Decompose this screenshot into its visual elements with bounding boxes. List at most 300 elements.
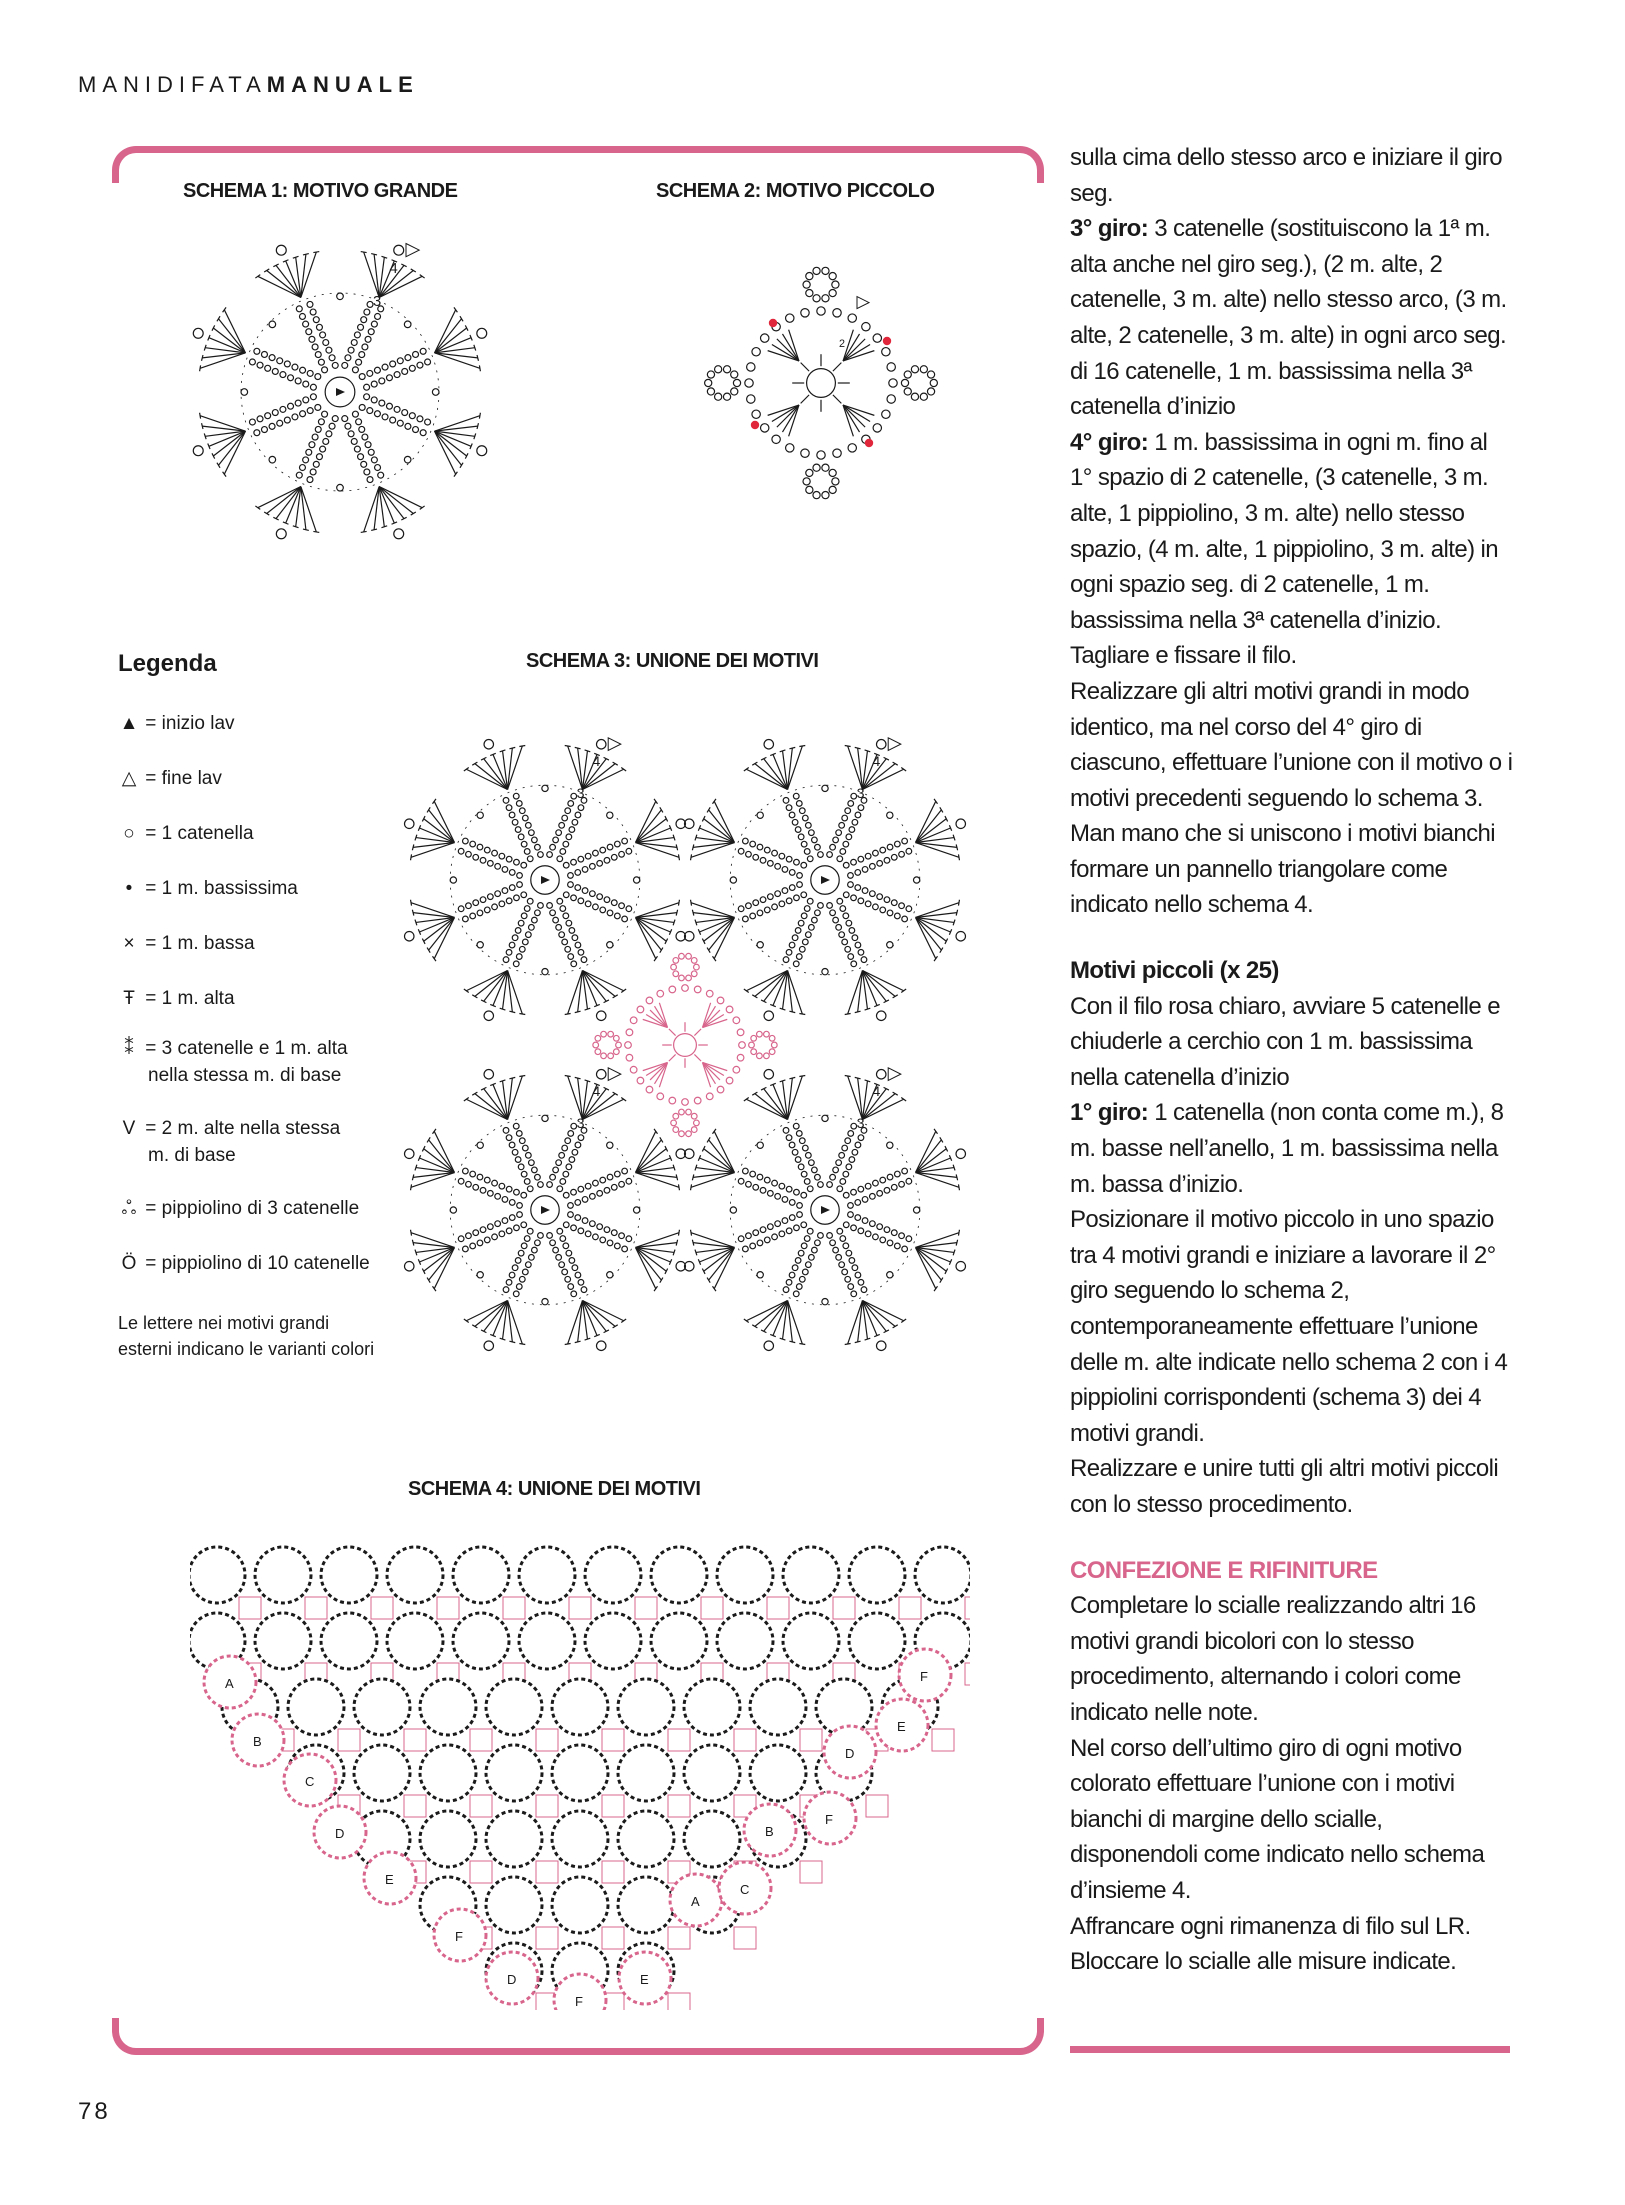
chain-stitch xyxy=(514,895,520,901)
chain-stitch xyxy=(851,1189,857,1195)
chain-stitch xyxy=(563,1222,569,1228)
chain-stitch xyxy=(593,1180,599,1186)
chain-stitch xyxy=(550,1174,556,1180)
chain-stitch xyxy=(522,1269,528,1275)
chain-stitch xyxy=(726,1006,733,1013)
join-dot xyxy=(769,319,777,327)
chain-stitch xyxy=(619,1181,625,1187)
picot xyxy=(764,1341,773,1350)
chain-stitch xyxy=(487,860,493,866)
picot xyxy=(193,328,203,338)
chain-stitch xyxy=(822,1298,828,1304)
chain-stitch xyxy=(855,1272,861,1278)
stitch-bar xyxy=(519,1076,525,1077)
tall-stitch xyxy=(258,276,301,297)
chain-stitch xyxy=(767,860,773,866)
chain-stitch xyxy=(590,1194,596,1200)
join-square xyxy=(833,1597,855,1619)
para: Tagliare e fissare il filo. xyxy=(1070,642,1297,670)
single-stitch xyxy=(669,1054,676,1061)
join-square xyxy=(404,1795,426,1817)
chain-stitch xyxy=(801,1171,807,1177)
chain-stitch xyxy=(902,916,908,922)
chain-stitch xyxy=(518,920,524,926)
motif-white xyxy=(585,1547,641,1603)
para: Nel corso dell’ultimo giro di ogni motivo colorato effettuare l’unione con i motivi bianchi di margine dello scialle, disponendoli come indicato nello schema d’insieme 4. xyxy=(1070,1734,1485,1904)
stitch-bar xyxy=(371,529,377,530)
chain-stitch xyxy=(538,852,544,858)
chain-stitch xyxy=(845,1276,851,1282)
chain-stitch xyxy=(261,351,267,357)
chain-stitch xyxy=(306,329,312,335)
stitch-bar xyxy=(477,355,478,361)
chain-stitch xyxy=(506,1186,512,1192)
motif-white xyxy=(684,1745,740,1801)
tall-stitch xyxy=(714,1247,734,1288)
chain-stitch xyxy=(851,895,857,901)
chain-stitch xyxy=(532,1167,538,1173)
variant-letter: C xyxy=(305,1774,315,1789)
chain-stitch xyxy=(299,313,305,319)
chain-stitch xyxy=(796,1284,802,1290)
chain-stitch xyxy=(858,949,864,955)
chain-stitch xyxy=(837,898,843,904)
chain-stitch xyxy=(726,1077,733,1084)
picot-chain xyxy=(832,281,839,288)
chain-stitch xyxy=(582,867,588,873)
stitch-bar xyxy=(678,1230,679,1236)
chain-stitch xyxy=(506,1135,512,1141)
chain-stitch xyxy=(307,408,313,414)
chain-stitch xyxy=(626,1178,632,1184)
chain-stitch xyxy=(862,1218,868,1224)
chain-stitch xyxy=(799,808,805,814)
scheme1-title: SCHEMA 1: MOTIVO GRANDE xyxy=(183,180,458,202)
chain-stitch xyxy=(747,395,755,403)
chain-stitch xyxy=(581,1287,587,1293)
chain-stitch xyxy=(512,1149,518,1155)
chain-stitch xyxy=(848,314,856,322)
picot-chain xyxy=(691,958,697,964)
chain-stitch xyxy=(522,1145,528,1151)
chain-stitch xyxy=(532,917,538,923)
chain-stitch xyxy=(851,859,857,865)
scheme1-diagram xyxy=(170,222,510,562)
chain-stitch xyxy=(509,1215,515,1221)
chain-stitch xyxy=(509,1272,515,1278)
chain-stitch xyxy=(495,864,501,870)
chain-stitch xyxy=(572,935,578,941)
join-square xyxy=(866,1795,888,1817)
chain-stitch xyxy=(750,913,756,919)
chain-stitch xyxy=(706,990,713,997)
chain-stitch xyxy=(249,359,255,365)
chain-stitch xyxy=(590,864,596,870)
chain-stitch xyxy=(307,477,313,483)
chain-stitch xyxy=(593,850,599,856)
join-square xyxy=(668,1993,690,2010)
chain-stitch xyxy=(354,446,360,452)
chain-stitch xyxy=(761,334,769,342)
chain-stitch xyxy=(315,374,321,380)
picot xyxy=(956,931,965,940)
chain-stitch xyxy=(284,361,290,367)
join-square xyxy=(767,1597,789,1619)
picot-chain xyxy=(694,1120,700,1126)
chain-stitch xyxy=(390,361,396,367)
chain-stitch xyxy=(793,1291,799,1297)
chain-stitch xyxy=(833,1167,839,1173)
chain-stitch xyxy=(884,857,890,863)
chain-stitch xyxy=(746,851,752,857)
tall-stitch xyxy=(714,801,734,842)
chain-stitch xyxy=(568,1284,574,1290)
picot xyxy=(956,819,965,828)
motif-center xyxy=(674,1034,697,1057)
chain-stitch xyxy=(786,898,792,904)
stitch-bar xyxy=(855,747,861,748)
chain-stitch xyxy=(513,1123,519,1129)
chain-stitch xyxy=(597,860,603,866)
chain-stitch xyxy=(846,1250,852,1256)
chain-stitch xyxy=(315,352,321,358)
chain-stitch xyxy=(516,801,522,807)
tall-stitch xyxy=(916,1247,936,1288)
chain-stitch xyxy=(899,851,905,857)
chain-stitch xyxy=(861,1287,867,1293)
chain-stitch xyxy=(833,309,841,317)
motif-white xyxy=(618,1811,674,1867)
chain-stitch xyxy=(502,1218,508,1224)
chain-stitch xyxy=(315,426,321,432)
chain-stitch xyxy=(855,942,861,948)
legend-text: = 3 catenelle e 1 m. alta xyxy=(140,1038,348,1059)
chain-stitch xyxy=(473,1184,479,1190)
chain-stitch xyxy=(597,1224,603,1230)
picot-chain xyxy=(806,486,813,493)
chain-stitch xyxy=(848,882,854,888)
chain-stitch xyxy=(310,384,316,390)
chain-stitch xyxy=(887,1174,893,1180)
chain-stitch xyxy=(569,827,575,833)
chain-stitch xyxy=(789,942,795,948)
picot-chain xyxy=(671,964,677,970)
chain-stitch xyxy=(767,894,773,900)
chain-stitch xyxy=(515,827,521,833)
chain-stitch xyxy=(310,394,316,400)
stitch-bar xyxy=(692,1240,693,1246)
variant-letter: B xyxy=(765,1824,774,1839)
picot-chain xyxy=(757,1053,763,1059)
tall-stitch xyxy=(916,1131,936,1172)
picot xyxy=(477,446,487,456)
chain-stitch xyxy=(865,901,871,907)
picot-chain xyxy=(911,393,918,400)
stitch-bar xyxy=(200,365,201,371)
picot-chain xyxy=(813,267,820,274)
chain-stitch xyxy=(477,844,483,850)
chain-stitch xyxy=(779,1183,785,1189)
chain-stitch xyxy=(303,397,309,403)
chain-stitch xyxy=(694,1097,701,1104)
chain-stitch xyxy=(794,1225,800,1231)
chain-stitch xyxy=(413,351,419,357)
picot xyxy=(405,819,414,828)
round-label: 2 xyxy=(839,338,846,350)
chain-stitch xyxy=(518,1250,524,1256)
chain-stitch xyxy=(880,907,886,913)
chain-stitch xyxy=(578,1135,584,1141)
chain-stitch xyxy=(830,844,836,850)
chain-stitch xyxy=(532,837,538,843)
round-label: 4 xyxy=(592,1084,601,1101)
chain-stitch xyxy=(801,862,807,868)
chain-stitch xyxy=(611,1230,617,1236)
chain-stitch xyxy=(578,898,584,904)
chain-stitch xyxy=(833,449,841,457)
picot-chain xyxy=(601,1053,607,1059)
picot xyxy=(764,1070,773,1079)
chain-stitch xyxy=(514,1225,520,1231)
chain-stitch xyxy=(402,368,408,374)
motif-white xyxy=(552,1745,608,1801)
stitch-bar xyxy=(411,854,412,860)
chain-stitch xyxy=(371,381,377,387)
chain-stitch xyxy=(425,359,431,365)
chain-stitch xyxy=(809,830,815,836)
chain-stitch xyxy=(386,375,392,381)
chain-stitch xyxy=(877,1224,883,1230)
picot-chain xyxy=(806,289,813,296)
chain-stitch xyxy=(254,348,260,354)
chain-stitch xyxy=(657,1093,664,1100)
tall-stitch xyxy=(746,1099,787,1119)
chain-stitch xyxy=(899,1233,905,1239)
chain-stitch xyxy=(560,849,566,855)
chain-stitch xyxy=(323,438,329,444)
chain-stitch xyxy=(757,844,763,850)
chain-stitch xyxy=(563,1243,569,1249)
join-square xyxy=(734,1729,756,1751)
chain-stitch xyxy=(397,358,403,364)
chain-stitch xyxy=(578,805,584,811)
chain-stitch xyxy=(495,891,501,897)
start-marker-icon xyxy=(541,1206,550,1214)
chain-stitch xyxy=(382,364,388,370)
motif-white xyxy=(453,1613,509,1669)
chain-stitch xyxy=(772,1180,778,1186)
picot-chain xyxy=(613,1035,619,1041)
chain-stitch xyxy=(837,856,843,862)
chain-stitch xyxy=(254,430,260,436)
picot-chain xyxy=(771,1042,777,1048)
chain-stitch xyxy=(563,913,569,919)
chain-stitch xyxy=(902,838,908,844)
chain-stitch xyxy=(600,847,606,853)
round-label: 3 xyxy=(856,1115,865,1132)
chain-stitch xyxy=(566,920,572,926)
chain-stitch xyxy=(562,1145,568,1151)
chain-stitch xyxy=(882,348,890,356)
single-stitch xyxy=(833,363,841,371)
motif-white xyxy=(255,1547,311,1603)
chain-stitch xyxy=(538,1233,544,1239)
motif-white xyxy=(618,1877,674,1933)
chain-stitch xyxy=(870,864,876,870)
chain-stitch xyxy=(646,997,653,1004)
chain-stitch xyxy=(743,838,749,844)
chain-stitch xyxy=(852,819,858,825)
chain-stitch xyxy=(757,812,763,818)
chain-stitch xyxy=(307,301,313,307)
chain-stitch xyxy=(657,990,664,997)
picot-chain xyxy=(813,491,820,498)
chain-stitch xyxy=(296,306,302,312)
legend-item xyxy=(118,985,235,1012)
chain-stitch xyxy=(578,856,584,862)
chain-stitch xyxy=(351,340,357,346)
chain-stitch xyxy=(300,367,306,373)
chain-stitch xyxy=(894,1171,900,1177)
chain-stitch xyxy=(849,827,855,833)
picot-chain xyxy=(671,1120,677,1126)
chain-stitch xyxy=(525,932,531,938)
chain-stitch xyxy=(805,1262,811,1268)
chain-stitch xyxy=(789,1142,795,1148)
chain-stitch xyxy=(299,465,305,471)
para: Affrancare ogni rimanenza di filo sul LR. xyxy=(1070,1912,1471,1940)
chain-stitch xyxy=(902,1168,908,1174)
legend-text: m. di base xyxy=(148,1145,236,1166)
motif-white xyxy=(387,1613,443,1669)
chain-stitch xyxy=(499,901,505,907)
tall-stitch xyxy=(224,310,245,353)
chain-stitch xyxy=(506,949,512,955)
tall-stitch xyxy=(862,1099,903,1119)
chain-stitch xyxy=(318,419,324,425)
chain-stitch xyxy=(733,1066,740,1073)
chain-stitch xyxy=(607,942,613,948)
stitch-bar xyxy=(412,844,413,850)
chain-stitch xyxy=(367,477,373,483)
chain-stitch xyxy=(846,1164,852,1170)
chain-stitch xyxy=(550,1240,556,1246)
chain-stitch xyxy=(837,1228,843,1234)
chain-stitch xyxy=(371,321,377,327)
chain-stitch xyxy=(571,859,577,865)
chain-stitch xyxy=(563,841,569,847)
chain-stitch xyxy=(368,449,374,455)
join-square xyxy=(602,1927,624,1949)
chain-stitch xyxy=(568,954,574,960)
chain-stitch xyxy=(503,1287,509,1293)
chain-stitch xyxy=(562,939,568,945)
chain-stitch xyxy=(519,946,525,952)
variant-letter: E xyxy=(385,1872,394,1887)
chain-stitch xyxy=(578,1186,584,1192)
chain-stitch xyxy=(358,454,364,460)
picot-chain xyxy=(927,388,934,395)
chain-stitch xyxy=(562,1269,568,1275)
chain-stitch xyxy=(862,1197,868,1203)
motif-white xyxy=(420,1679,476,1735)
chain-stitch xyxy=(585,1231,591,1237)
join-dot xyxy=(865,439,873,447)
tall-stitch xyxy=(746,971,787,991)
variant-letter: E xyxy=(897,1719,906,1734)
chain-stitch xyxy=(764,1177,770,1183)
chain-stitch xyxy=(799,1138,805,1144)
picot-chain xyxy=(731,371,738,378)
stitch-bar xyxy=(799,746,805,747)
chain-stitch xyxy=(590,891,596,897)
chain-stitch xyxy=(852,1265,858,1271)
end-marker-icon xyxy=(406,244,419,257)
chain-stitch xyxy=(611,854,617,860)
chain-stitch xyxy=(797,873,803,879)
chain-stitch xyxy=(833,1247,839,1253)
chain-stitch xyxy=(578,1228,584,1234)
para: 3° giro: 3 catenelle (sostituiscono la 1ª m. alta anche nel giro seg.), (2 m. alte, 2 catenelle, 3 m. alte) nello stesso arco, (3 m. alte, 2 catenelle, 3 m. alte) in ogni arco seg. di 16 catenelle, 1 m. bassissima nella 3ª catenella d’inizio xyxy=(1070,215,1507,421)
stitch-bar xyxy=(691,1184,692,1190)
motif-white xyxy=(915,1547,970,1603)
chain-stitch xyxy=(887,1272,893,1278)
variant-letter: A xyxy=(225,1676,234,1691)
picot xyxy=(876,740,885,749)
chain-stitch xyxy=(682,985,689,992)
chain-stitch xyxy=(626,1236,632,1242)
bottom-frame xyxy=(112,2018,1044,2055)
stitch-bar xyxy=(565,1013,571,1014)
chain-stitch xyxy=(607,1240,613,1246)
picot-chain xyxy=(679,1131,685,1137)
chain-stitch xyxy=(559,822,565,828)
end-marker-icon xyxy=(608,1068,621,1081)
variant-letter: D xyxy=(845,1746,855,1761)
motif-white xyxy=(651,1547,707,1603)
stitch-bar xyxy=(691,1230,692,1236)
chain-stitch xyxy=(563,1192,569,1198)
chain-stitch xyxy=(747,363,755,371)
join-square xyxy=(701,1597,723,1619)
chain-stitch xyxy=(760,857,766,863)
stitch-bar xyxy=(200,413,201,419)
chain-stitch xyxy=(809,1255,815,1261)
join-square xyxy=(371,1597,393,1619)
chain-stitch xyxy=(827,1182,833,1188)
stitch-bar xyxy=(789,747,795,748)
chain-stitch xyxy=(535,844,541,850)
chain-stitch xyxy=(802,815,808,821)
chain-stitch xyxy=(614,841,620,847)
variant-letter: F xyxy=(920,1669,928,1684)
chain-stitch xyxy=(348,347,354,353)
chain-stitch xyxy=(717,1086,724,1093)
chain-stitch xyxy=(560,1179,566,1185)
join-square xyxy=(602,1795,624,1817)
chain-stitch xyxy=(843,841,849,847)
chain-stitch xyxy=(364,469,370,475)
chain-stitch xyxy=(782,1218,788,1224)
chain-stitch xyxy=(470,913,476,919)
picot-chain xyxy=(673,1127,679,1133)
chain-stitch xyxy=(843,1243,849,1249)
chain-stitch xyxy=(313,317,319,323)
picot-chain xyxy=(679,975,685,981)
chain-stitch xyxy=(566,1250,572,1256)
picot-chain xyxy=(707,371,714,378)
chain-stitch xyxy=(887,1240,893,1246)
